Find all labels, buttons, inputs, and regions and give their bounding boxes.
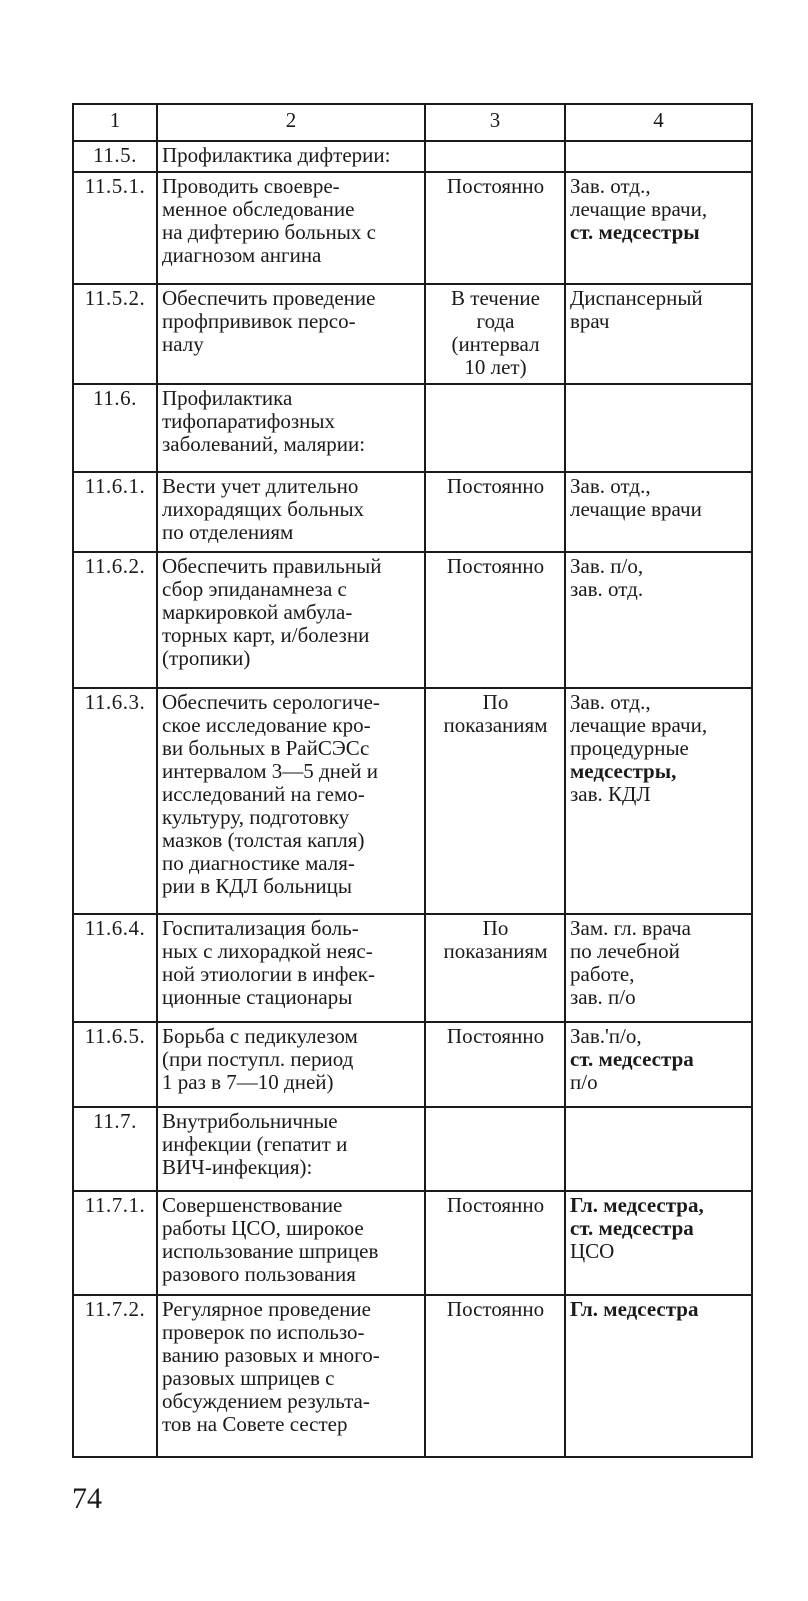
measure-description: Обеспечить серологиче- ское исследование кро- ви больных в РайСЭСс интервалом 3—5 дней и исследований на гемо- культуру, подготовку мазков (толстая капля) по диагностике маля- рии в КДЛ больницы <box>157 688 425 914</box>
row-number: 11.6.2. <box>73 552 157 688</box>
table-row <box>73 1295 752 1457</box>
measure-description: Совершенствование работы ЦСО, широкое использование шприцев разового пользования <box>157 1191 425 1295</box>
responsible-text-bold: ст. медсестра <box>570 1047 694 1071</box>
responsible-cell <box>565 384 752 472</box>
responsible-cell <box>565 1022 752 1107</box>
table-row <box>73 552 752 688</box>
table-row <box>73 141 752 172</box>
table-row <box>73 384 752 472</box>
measure-term <box>425 384 565 472</box>
measure-term: Постоянно <box>425 472 565 552</box>
responsible-text-bold: Гл. медсестра, ст. медсестра <box>570 1193 704 1240</box>
header-cell-responsible: 4 <box>565 104 752 141</box>
table-row <box>73 1191 752 1295</box>
row-number: 11.5. <box>73 141 157 172</box>
row-number: 11.6.5. <box>73 1022 157 1107</box>
measure-description: Борьба с педикулезом (при поступл. период 1 раз в 7—10 дней) <box>157 1022 425 1107</box>
row-number: 11.6. <box>73 384 157 472</box>
table-row <box>73 284 752 384</box>
header-row <box>73 104 752 141</box>
responsible-text-bold: Гл. медсестра <box>570 1297 699 1321</box>
measure-description: Проводить своевре- менное обследование на дифтерию больных с диагнозом ангина <box>157 172 425 284</box>
measure-term: Постоянно <box>425 1022 565 1107</box>
measure-term: Постоянно <box>425 1191 565 1295</box>
measure-description: Обеспечить проведение профпрививок персо- налу <box>157 284 425 384</box>
measures-table <box>72 103 753 1458</box>
measure-term: Постоянно <box>425 552 565 688</box>
responsible-text: Зав. отд., лечащие врачи, <box>570 174 708 221</box>
measure-term: Постоянно <box>425 172 565 284</box>
row-number: 11.6.1. <box>73 472 157 552</box>
responsible-text-after: п/о <box>570 1070 598 1094</box>
header-cell-term: 3 <box>425 104 565 141</box>
table-row <box>73 472 752 552</box>
responsible-text-bold: ст. медсестры <box>570 220 700 244</box>
measure-term: По показаниям <box>425 914 565 1022</box>
measure-description: Профилактика тифопаратифозных заболеваний, малярии: <box>157 384 425 472</box>
header-cell-number: 1 <box>73 104 157 141</box>
measure-term <box>425 1107 565 1191</box>
measure-description: Регулярное проведение проверок по использо- ванию разовых и много- разовых шприцев с обсуждением результа- тов на Совете сестер <box>157 1295 425 1457</box>
responsible-cell <box>565 914 752 1022</box>
row-number: 11.5.1. <box>73 172 157 284</box>
page-number: 74 <box>72 1482 102 1515</box>
measure-description: Внутрибольничные инфекции (гепатит и ВИЧ-инфекция): <box>157 1107 425 1191</box>
responsible-cell <box>565 472 752 552</box>
responsible-text: Зав. п/о, зав. отд. <box>570 554 644 601</box>
measure-description: Госпитализация боль- ных с лихорадкой неяс- ной этиологии в инфек- ционные стационары <box>157 914 425 1022</box>
table-body <box>73 141 752 1457</box>
responsible-text-after: зав. КДЛ <box>570 782 651 806</box>
row-number: 11.7.1. <box>73 1191 157 1295</box>
responsible-text-after: ЦСО <box>570 1239 615 1263</box>
measure-term: По показаниям <box>425 688 565 914</box>
responsible-text-bold: медсестры, <box>570 759 677 783</box>
row-number: 11.6.4. <box>73 914 157 1022</box>
row-number: 11.6.3. <box>73 688 157 914</box>
measure-term: В течение года (интервал 10 лет) <box>425 284 565 384</box>
responsible-text: Зав. отд., лечащие врачи, процедурные <box>570 690 708 760</box>
responsible-cell <box>565 172 752 284</box>
responsible-text: Зам. гл. врача по лечебной работе, зав. п/о <box>570 916 691 1009</box>
table-row <box>73 688 752 914</box>
responsible-cell <box>565 1295 752 1457</box>
measure-term <box>425 141 565 172</box>
responsible-text: Зав.'п/о, <box>570 1024 642 1048</box>
table-row <box>73 172 752 284</box>
table-row <box>73 1022 752 1107</box>
measure-description: Вести учет длительно лихорадящих больных по отделениям <box>157 472 425 552</box>
header-cell-measure: 2 <box>157 104 425 141</box>
table-row <box>73 914 752 1022</box>
responsible-cell <box>565 141 752 172</box>
row-number: 11.7. <box>73 1107 157 1191</box>
responsible-text: Зав. отд., лечащие врачи <box>570 474 702 521</box>
row-number: 11.5.2. <box>73 284 157 384</box>
responsible-cell <box>565 552 752 688</box>
measure-term: Постоянно <box>425 1295 565 1457</box>
responsible-cell <box>565 1107 752 1191</box>
responsible-cell <box>565 284 752 384</box>
measure-description: Профилактика дифтерии: <box>157 141 425 172</box>
measure-description: Обеспечить правильный сбор эпиданамнеза с маркировкой амбула- торных карт, и/болезни (тропики) <box>157 552 425 688</box>
responsible-text: Диспансерный врач <box>570 286 703 333</box>
table-row <box>73 1107 752 1191</box>
responsible-cell <box>565 688 752 914</box>
responsible-cell <box>565 1191 752 1295</box>
row-number: 11.7.2. <box>73 1295 157 1457</box>
